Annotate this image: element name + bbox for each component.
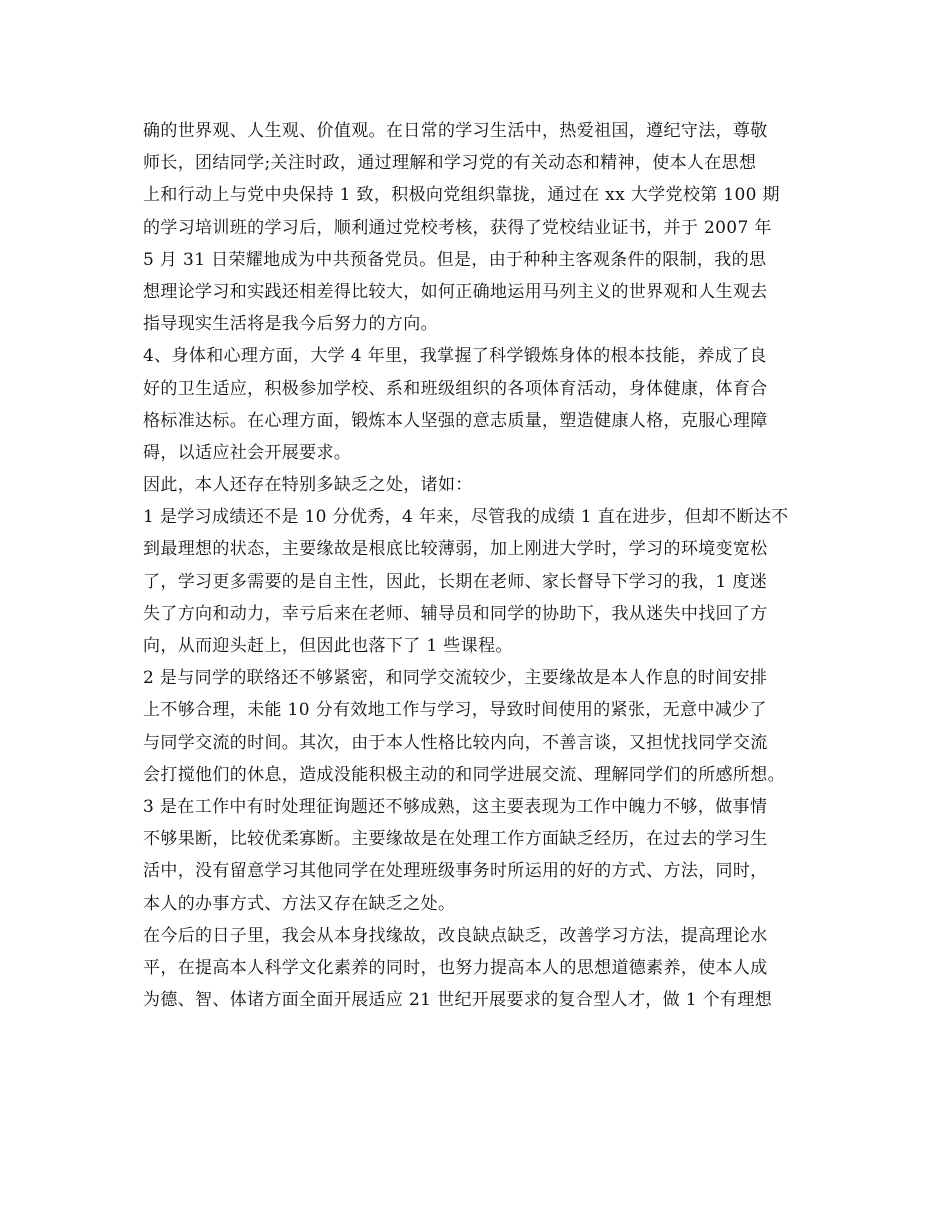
text-line: 1 是学习成绩还不是 10 分优秀，4 年来，尽管我的成绩 1 直在进步，但却不断达不 xyxy=(143,507,789,528)
text-line: 了，学习更多需要的是自主性，因此，长期在老师、家长督导下学习的我，1 度迷 xyxy=(143,571,768,592)
text-line: 因此，本人还存在特别多缺乏之处，诸如： xyxy=(143,475,473,496)
text-line: 在今后的日子里，我会从本身找缘故，改良缺点缺乏，改善学习方法，提高理论水 xyxy=(143,925,768,946)
text-line: 活中，没有留意学习其他同学在处理班级事务时所运用的好的方式、方法，同时， xyxy=(143,861,768,882)
text-line: 格标准达标。在心理方面，锻炼本人坚强的意志质量，塑造健康人格，克服心理障 xyxy=(143,410,768,431)
text-line: 平，在提高本人科学文化素养的同时，也努力提高本人的思想道德素养，使本人成 xyxy=(143,957,768,978)
text-line: 会打搅他们的休息，造成没能积极主动的和同学进展交流、理解同学们的所感所想。 xyxy=(143,764,785,785)
text-line: 碍，以适应社会开展要求。 xyxy=(143,442,352,463)
text-line: 失了方向和动力，幸亏后来在老师、辅导员和同学的协助下，我从迷失中找回了方 xyxy=(143,603,768,624)
text-line: 不够果断，比较优柔寡断。主要缘故是在处理工作方面缺乏经历，在过去的学习生 xyxy=(143,829,768,850)
text-line: 3 是在工作中有时处理征询题还不够成熟，这主要表现为工作中魄力不够，做事情 xyxy=(143,796,768,817)
text-line: 5 月 31 日荣耀地成为中共预备党员。但是，由于种种主客观条件的限制，我的思 xyxy=(143,249,767,270)
text-line: 2 是与同学的联络还不够紧密，和同学交流较少，主要缘故是本人作息的时间安排 xyxy=(143,668,768,689)
text-line: 向，从而迎头赶上，但因此也落下了 1 些课程。 xyxy=(143,636,513,656)
text-line: 本人的办事方式、方法又存在缺乏之处。 xyxy=(143,893,456,914)
document-body xyxy=(143,115,823,1016)
text-line: 上和行动上与党中央保持 1 致，积极向党组织靠拢，通过在 xx 大学党校第 100 期 xyxy=(143,185,780,206)
text-line: 为德、智、体诸方面全面开展适应 21 世纪开展要求的复合型人才，做 1 个有理想 xyxy=(143,990,773,1011)
text-line: 好的卫生适应，积极参加学校、系和班级组织的各项体育活动，身体健康，体育合 xyxy=(143,378,768,399)
text-line: 师长，团结同学;关注时政，通过理解和学习党的有关动态和精神，使本人在思想 xyxy=(143,153,757,174)
text-line: 想理论学习和实践还相差得比较大，如何正确地运用马列主义的世界观和人生观去 xyxy=(143,281,768,302)
text-line: 的学习培训班的学习后，顺利通过党校考核，获得了党校结业证书，并于 2007 年 xyxy=(143,217,772,238)
text-line: 4、身体和心理方面，大学 4 年里，我掌握了科学锻炼身体的根本技能，养成了良 xyxy=(143,346,767,367)
text-line: 到最理想的状态，主要缘故是根底比较薄弱，加上刚进大学时，学习的环境变宽松 xyxy=(143,539,768,560)
text-line: 与同学交流的时间。其次，由于本人性格比较内向，不善言谈，又担忧找同学交流 xyxy=(143,732,768,753)
text-line: 上不够合理，未能 10 分有效地工作与学习，导致时间使用的紧张，无意中减少了 xyxy=(143,700,767,721)
text-line: 指导现实生活将是我今后努力的方向。 xyxy=(143,314,438,335)
text-line: 确的世界观、人生观、价值观。在日常的学习生活中，热爱祖国，遵纪守法，尊敬 xyxy=(143,121,768,141)
